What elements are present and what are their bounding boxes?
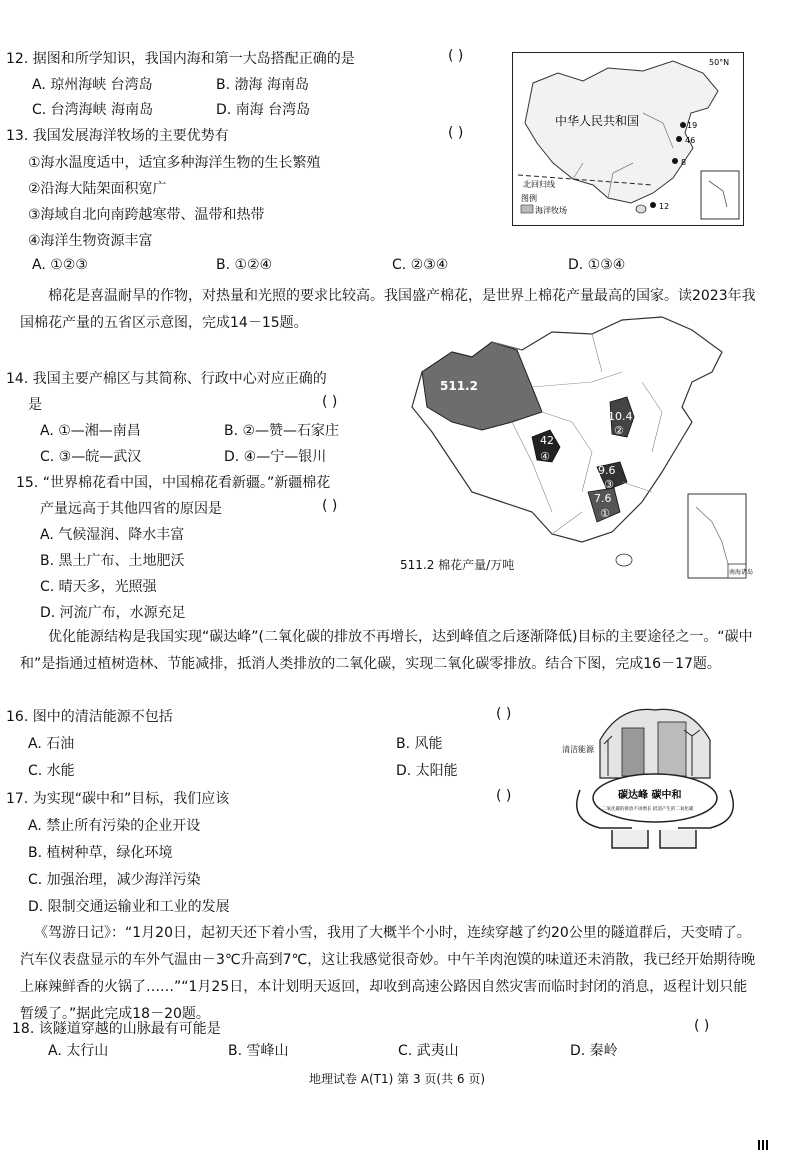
map1-tropic-label: 北回归线: [523, 180, 555, 189]
page-footer: 地理试卷 A(T1) 第 3 页(共 6 页): [308, 1072, 486, 1086]
q13-statement-1: ①海水温度适中，适宜多种海洋生物的生长繁殖: [28, 155, 321, 171]
q14-option-d[interactable]: D. ④—宁—银川: [224, 449, 327, 465]
cotton-map-figure: [392, 312, 754, 584]
q17-bracket[interactable]: ( ): [496, 788, 512, 804]
marker-1: ①: [600, 507, 610, 520]
q13-statement-4: ④海洋生物资源丰富: [28, 233, 153, 249]
value-7-6: 7.6: [594, 492, 612, 505]
q14-option-c[interactable]: C. ③—皖—武汉: [40, 449, 142, 465]
value-10-4: 10.4: [608, 410, 633, 423]
map1-num-12: 12: [659, 202, 670, 211]
q18-option-b[interactable]: B. 雪峰山: [228, 1043, 289, 1059]
q16-option-b[interactable]: B. 风能: [396, 736, 443, 752]
marker-2: ②: [614, 424, 624, 437]
q13-bracket[interactable]: ( ): [448, 125, 464, 141]
q16-option-d[interactable]: D. 太阳能: [396, 763, 458, 779]
q13-statement-2: ②沿海大陆架面积宽广: [28, 181, 167, 197]
q15-bracket[interactable]: ( ): [322, 498, 338, 514]
map1-latitude-label: 50°N: [709, 58, 730, 67]
q17-option-d[interactable]: D. 限制交通运输业和工业的发展: [28, 899, 230, 915]
q15-stem: 15. “世界棉花看中国，中国棉花看新疆。”新疆棉花: [16, 475, 331, 491]
carbon-cartoon: [560, 700, 746, 860]
q15-stem-cont: 产量远高于其他四省的原因是: [40, 501, 222, 517]
travel-intro: 《驾游日记》：“1月20日，起初天还下着小雪，我用了大概半个小时，连续穿越了约20公里的隧道群后，天变晴了。汽车仪表盘显示的车外气温由－3℃升高到7℃，这让我感觉很奇妙。中午羊肉泡馍的味道还未消散，我已经开始期待晚上麻辣鲜香的火锅了……”“1月25日，本计划明天返回，却收到高速公路因自然灾害而临时封闭的消息，返程计划只能暂缓了。”据此完成18－20题。: [20, 925, 756, 1022]
map1-legend-item: 海洋牧场: [535, 206, 567, 215]
q14-stem-cont: 是: [28, 397, 42, 413]
q13-stem: 13. 我国发展海洋牧场的主要优势有: [6, 128, 229, 144]
map1-legend-title: 图例: [521, 194, 537, 203]
q12-option-a[interactable]: A. 琼州海峡 台湾岛: [32, 77, 153, 93]
map2-inset-label: 南海诸岛: [729, 569, 754, 576]
cotton-intro: 棉花是喜温耐旱的作物，对热量和光照的要求比较高。我国盛产棉花，是世界上棉花产量最高的国家。读2023年我国棉花产量的五省区示意图，完成14－15题。: [20, 288, 756, 331]
map1-num-46: 46: [685, 136, 696, 145]
q17-option-b[interactable]: B. 植树种草，绿化环境: [28, 845, 173, 861]
q18-option-a[interactable]: A. 太行山: [48, 1043, 109, 1059]
q15-option-b[interactable]: B. 黑土广布、土地肥沃: [40, 553, 185, 569]
q13-statement-3: ③海域自北向南跨越寒带、温带和热带: [28, 207, 265, 223]
q13-option-a[interactable]: A. ①②③: [32, 257, 88, 273]
q12-stem: 12. 据图和所学知识，我国内海和第一大岛搭配正确的是: [6, 51, 355, 67]
q17-stem: 17. 为实现“碳中和”目标，我们应该: [6, 791, 230, 807]
q13-option-c[interactable]: C. ②③④: [392, 257, 449, 273]
q17-option-a[interactable]: A. 禁止所有污染的企业开设: [28, 818, 201, 834]
marker-4: ④: [540, 450, 550, 463]
q16-stem: 16. 图中的清洁能源不包括: [6, 709, 173, 725]
q15-option-d[interactable]: D. 河流广布，水源充足: [40, 605, 186, 621]
q14-stem: 14. 我国主要产棉区与其简称、行政中心对应正确的: [6, 371, 327, 387]
q12-option-b[interactable]: B. 渤海 海南岛: [216, 77, 309, 93]
marker-3: ③: [604, 478, 614, 491]
qr-code-icon: [758, 1140, 768, 1150]
q13-option-d[interactable]: D. ①③④: [568, 257, 626, 273]
cartoon-small-label: 二氧化碳的排放不再增长 抵消产生的二氧化碳: [602, 807, 694, 812]
q15-option-a[interactable]: A. 气候湿润、降水丰富: [40, 527, 185, 543]
marine-ranching-map: [512, 52, 744, 226]
q18-option-d[interactable]: D. 秦岭: [570, 1043, 618, 1059]
china-outline-map: [513, 53, 743, 225]
q12-bracket[interactable]: ( ): [448, 48, 464, 64]
q17-option-c[interactable]: C. 加强治理，减少海洋污染: [28, 872, 201, 888]
map1-country-label: 中华人民共和国: [555, 114, 640, 128]
q12-option-c[interactable]: C. 台湾海峡 海南岛: [32, 102, 154, 118]
value-42: 42: [540, 434, 554, 447]
q14-option-a[interactable]: A. ①—湘—南昌: [40, 423, 141, 439]
map1-num-19: 19: [687, 121, 698, 130]
q14-option-b[interactable]: B. ②—赞—石家庄: [224, 423, 340, 439]
value-xinjiang: 511.2: [440, 379, 478, 393]
q16-option-c[interactable]: C. 水能: [28, 763, 75, 779]
q14-bracket[interactable]: ( ): [322, 394, 338, 410]
q18-stem: 18. 该隧道穿越的山脉最有可能是: [12, 1021, 221, 1037]
q16-bracket[interactable]: ( ): [496, 706, 512, 722]
q18-bracket[interactable]: ( ): [694, 1018, 710, 1034]
q16-option-a[interactable]: A. 石油: [28, 736, 75, 752]
q15-option-c[interactable]: C. 晴天多，光照强: [40, 579, 157, 595]
value-9-6: 9.6: [598, 464, 616, 477]
carbon-cartoon-figure: [560, 700, 746, 860]
cotton-map: [392, 312, 754, 584]
map1-num-8: 8: [681, 158, 687, 167]
q18-option-c[interactable]: C. 武夷山: [398, 1043, 459, 1059]
q12-option-d[interactable]: D. 南海 台湾岛: [216, 102, 311, 118]
cartoon-energy-label: 清洁能源: [562, 745, 594, 754]
cartoon-main-label: 碳达峰 碳中和: [618, 790, 682, 801]
q13-option-b[interactable]: B. ①②④: [216, 257, 273, 273]
cotton-map-caption: 511.2 棉花产量/万吨: [400, 558, 515, 572]
carbon-intro: 优化能源结构是我国实现“碳达峰”(二氧化碳的排放不再增长，达到峰值之后逐渐降低)目标的主要途径之一。“碳中和”是指通过植树造林、节能减排，抵消人类排放的二氧化碳，实现二氧化碳零排放。结合下图，完成16－17题。: [20, 629, 753, 672]
